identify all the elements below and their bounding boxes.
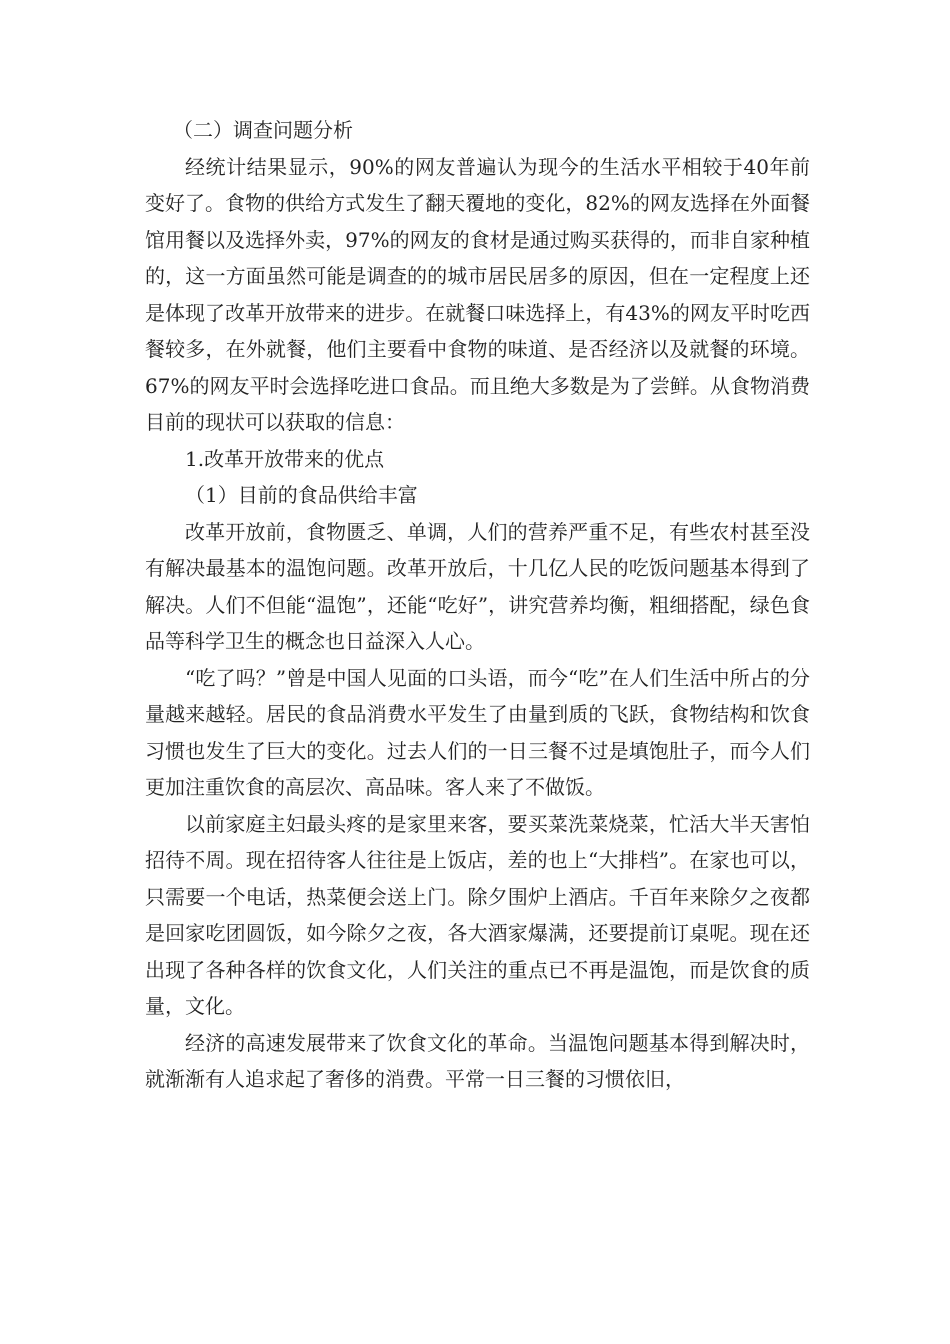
document-page bbox=[145, 112, 810, 1098]
paragraph-before-after-reform: 改革开放前，食物匮乏、单调，人们的营养严重不足，有些农村甚至没有解决最基本的温饱问题。改革开放后，十几亿人民的吃饭问题基本得到了解决。人们不但能“温饱”，还能“吃好”，讲究营养均衡，粗细搭配，绿色食品等科学卫生的概念也日益深入人心。 bbox=[145, 519, 810, 653]
section-heading: （二）调查问题分析 bbox=[173, 118, 353, 142]
intro-paragraph: 经统计结果显示，90%的网友普遍认为现今的生活水平相较于40年前变好了。食物的供给方式发生了翻天覆地的变化，82%的网友选择在外面餐馆用餐以及选择外卖，97%的网友的食材是通过购买获得的，而非自家种植的，这一方面虽然可能是调查的的城市居民居多的原因，但在一定程度上还是体现了改革开放带来的进步。在就餐口味选择上，有43%的网友平时吃西餐较多，在外就餐，他们主要看中食物的味道、是否经济以及就餐的环境。67%的网友平时会选择吃进口食品。而且绝大多数是为了尝鲜。从食物消费目前的现状可以获取的信息： bbox=[145, 154, 810, 434]
sub-heading-food-supply: （1）目前的食品供给丰富 bbox=[185, 483, 418, 507]
paragraph-hosting-guests: 以前家庭主妇最头疼的是家里来客，要买菜洗菜烧菜，忙活大半天害怕招待不周。现在招待客人往往是上饭店，差的也上“大排档”。在家也可以，只需要一个电话，热菜便会送上门。除夕围炉上酒店。千百年来除夕之夜都是回家吃团圆饭，如今除夕之夜，各大酒家爆满，还要提前订桌呢。现在还出现了各种各样的饮食文化，人们关注的重点已不再是温饱，而是饮食的质量，文化。 bbox=[145, 811, 810, 1018]
paragraph-food-culture: 经济的高速发展带来了饮食文化的革命。当温饱问题基本得到解决时，就渐渐有人追求起了奢侈的消费。平常一日三餐的习惯依旧， bbox=[145, 1030, 810, 1091]
sub-heading-advantages: 1.改革开放带来的优点 bbox=[185, 446, 385, 471]
paragraph-eating-habits: “吃了吗？”曾是中国人见面的口头语，而今“吃”在人们生活中所占的分量越来越轻。居民的食品消费水平发生了由量到质的飞跃，食物结构和饮食习惯也发生了巨大的变化。过去人们的一日三餐不过是填饱肚子，而今人们更加注重饮食的高层次、高品味。客人来了不做饭。 bbox=[145, 665, 810, 799]
